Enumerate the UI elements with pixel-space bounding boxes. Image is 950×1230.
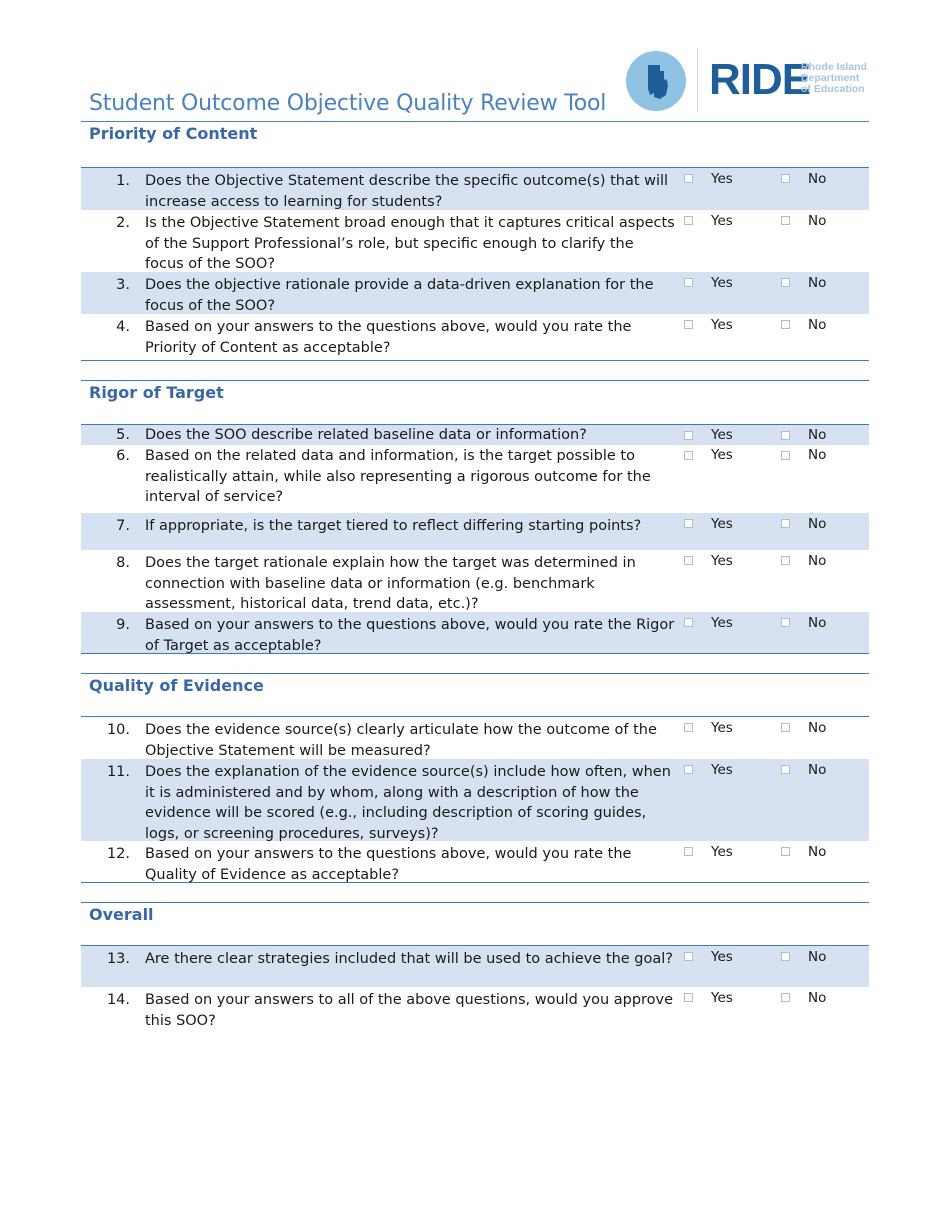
yes-label: Yes <box>711 516 733 532</box>
yes-label: Yes <box>711 762 733 778</box>
question-row-2: 2. Is the Objective Statement broad enough that it captures critical aspects of the Support Professional’s role, but specific enough to clarify the focus of the SOO? Yes No <box>116 213 827 272</box>
no-checkbox[interactable] <box>781 519 790 528</box>
section-heading-rigor: Rigor of Target <box>89 383 224 402</box>
section-rule <box>81 360 869 361</box>
no-checkbox[interactable] <box>781 451 790 460</box>
department-name: Rhode Island Department of Education <box>801 61 867 95</box>
yes-label: Yes <box>711 553 733 569</box>
yes-label: Yes <box>711 171 733 187</box>
no-label: No <box>808 762 827 778</box>
no-checkbox[interactable] <box>781 723 790 732</box>
no-checkbox[interactable] <box>781 618 790 627</box>
section-rule <box>81 902 869 903</box>
yes-checkbox[interactable] <box>684 618 693 627</box>
yes-checkbox[interactable] <box>684 278 693 287</box>
question-row-14: 14. Based on your answers to all of the above questions, would you approve this SOO? Yes No <box>106 990 827 1029</box>
question-row-1: 1. Does the Objective Statement describe the specific outcome(s) that will increase access to learning for students? Yes No <box>81 168 869 210</box>
yes-checkbox[interactable] <box>684 556 693 565</box>
no-label: No <box>808 949 827 965</box>
ride-wordmark: RIDE <box>709 55 811 104</box>
no-label: No <box>808 171 827 187</box>
no-label: No <box>808 516 827 532</box>
question-row-11: 11. Does the explanation of the evidence source(s) include how often, when it is administered and by whom, along with a description of how the evidence will be scored (e.g., including description of scoring guides, logs, or screening procedures, surveys)? Yes No <box>81 759 869 841</box>
yes-checkbox[interactable] <box>684 216 693 225</box>
section-rule <box>81 653 869 654</box>
no-label: No <box>808 447 827 463</box>
no-label: No <box>808 553 827 569</box>
section-heading-overall: Overall <box>89 905 154 924</box>
yes-checkbox[interactable] <box>684 993 693 1002</box>
yes-label: Yes <box>711 615 733 631</box>
question-row-10: 10. Does the evidence source(s) clearly articulate how the outcome of the Objective Statement will be measured? Yes No <box>106 720 827 759</box>
no-checkbox[interactable] <box>781 952 790 961</box>
yes-label: Yes <box>711 949 733 965</box>
question-row-3: 3. Does the objective rationale provide a data-driven explanation for the focus of the SOO? Yes No <box>81 272 869 314</box>
no-label: No <box>808 615 827 631</box>
yes-checkbox[interactable] <box>684 174 693 183</box>
section-heading-evidence: Quality of Evidence <box>89 676 264 695</box>
question-row-8: 8. Does the target rationale explain how the target was determined in connection with baseline data or information (e.g. benchmark assessment, historical data, trend data, etc.)? Yes No <box>116 553 827 612</box>
no-checkbox[interactable] <box>781 847 790 856</box>
yes-checkbox[interactable] <box>684 451 693 460</box>
question-row-9: 9. Based on your answers to the questions above, would you rate the Rigor of Target as acceptable? Yes No <box>81 612 869 653</box>
section-heading-priority: Priority of Content <box>89 124 258 143</box>
question-row-4: 4. Based on your answers to the questions above, would you rate the Priority of Content as acceptable? Yes No <box>116 317 827 356</box>
question-row-13: 13. Are there clear strategies included that will be used to achieve the goal? Yes No <box>81 946 869 987</box>
yes-label: Yes <box>711 275 733 291</box>
question-row-7: 7. If appropriate, is the target tiered to reflect differing starting points? Yes No <box>81 513 869 550</box>
no-label: No <box>808 427 827 443</box>
no-label: No <box>808 275 827 291</box>
no-label: No <box>808 317 827 333</box>
yes-label: Yes <box>711 720 733 736</box>
no-checkbox[interactable] <box>781 278 790 287</box>
section-rule <box>81 673 869 674</box>
yes-checkbox[interactable] <box>684 431 693 440</box>
no-checkbox[interactable] <box>781 431 790 440</box>
yes-label: Yes <box>711 990 733 1006</box>
question-row-6: 6. Based on the related data and information, is the target possible to realistically attain, while also representing a rigorous outcome for the interval of service? Yes No <box>116 447 827 505</box>
no-label: No <box>808 990 827 1006</box>
logo-divider <box>697 48 698 112</box>
yes-label: Yes <box>711 317 733 333</box>
yes-checkbox[interactable] <box>684 320 693 329</box>
yes-label: Yes <box>711 213 733 229</box>
section-rule <box>81 882 869 883</box>
yes-label: Yes <box>711 447 733 463</box>
rhode-island-map-icon <box>626 51 686 111</box>
no-label: No <box>808 720 827 736</box>
section-rule <box>81 380 869 381</box>
yes-checkbox[interactable] <box>684 847 693 856</box>
no-checkbox[interactable] <box>781 174 790 183</box>
no-label: No <box>808 844 827 860</box>
no-checkbox[interactable] <box>781 993 790 1002</box>
yes-label: Yes <box>711 844 733 860</box>
yes-checkbox[interactable] <box>684 765 693 774</box>
ride-logo <box>624 48 874 114</box>
no-checkbox[interactable] <box>781 765 790 774</box>
no-checkbox[interactable] <box>781 320 790 329</box>
page-title: Student Outcome Objective Quality Review Tool <box>89 91 607 116</box>
yes-label: Yes <box>711 427 733 443</box>
no-label: No <box>808 213 827 229</box>
yes-checkbox[interactable] <box>684 519 693 528</box>
yes-checkbox[interactable] <box>684 723 693 732</box>
no-checkbox[interactable] <box>781 216 790 225</box>
yes-checkbox[interactable] <box>684 952 693 961</box>
title-rule <box>81 121 869 122</box>
question-row-12: 12. Based on your answers to the questions above, would you rate the Quality of Evidence as acceptable? Yes No <box>106 844 827 883</box>
no-checkbox[interactable] <box>781 556 790 565</box>
question-row-5: 5. Does the SOO describe related baseline data or information? Yes No <box>81 425 869 445</box>
